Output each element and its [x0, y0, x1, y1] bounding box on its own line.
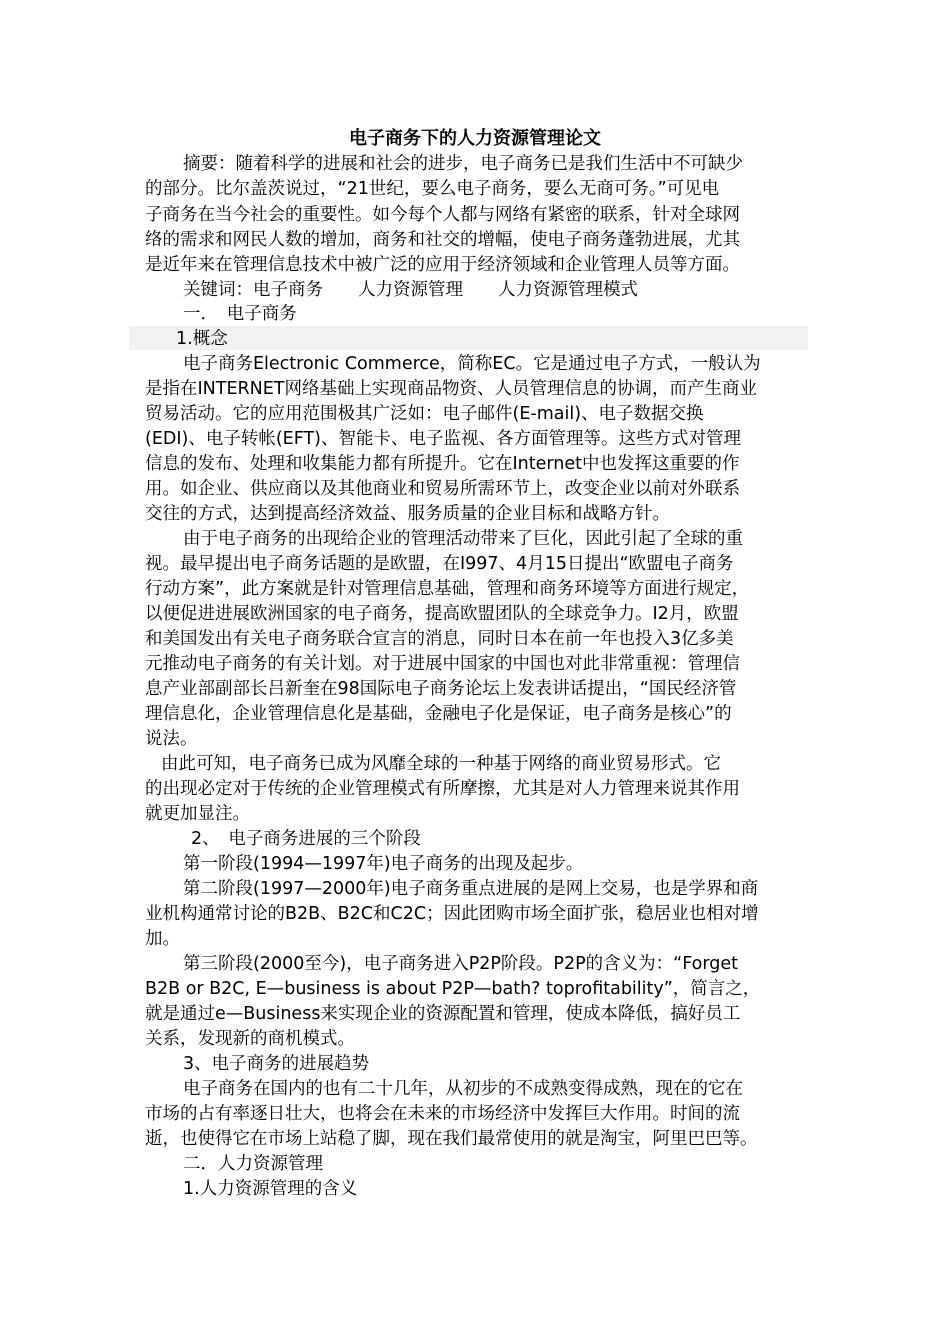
paragraph-line: 元推动电子商务的有关计划。对于进展中国家的中国也对此非常重视：管理信 — [145, 654, 740, 674]
paragraph-line: 关系，发现新的商机模式。 — [145, 1029, 355, 1049]
paragraph-line: 和美国发出有关电子商务联合宣言的消息，同时日本在前一年也投入3亿多美 — [145, 629, 734, 649]
paragraph-line: 息产业部副部长吕新奎在98国际电子商务论坛上发表讲话提出，“国民经济管 — [145, 679, 737, 699]
keywords-line: 关键词：电子商务 人力资源管理 人力资源管理模式 — [183, 280, 638, 300]
paragraph-line: 由于电子商务的出现给企业的管理活动带来了巨化，因此引起了全球的重 — [183, 529, 743, 549]
subsection-heading: 3、电子商务的进展趋势 — [183, 1054, 370, 1074]
paragraph-line: 第一阶段(1994—1997年)电子商务的出现及起步。 — [183, 854, 584, 874]
paragraph-line: 视。最早提出电子商务话题的是欧盟，在I997、4月15日提出“欧盟电子商务 — [145, 554, 734, 574]
abstract-line: 摘要：随着科学的进展和社会的进步，电子商务已是我们生活中不可缺少 — [183, 154, 743, 174]
paragraph-line: 由此可知，电子商务已成为风靡全球的一种基于网络的商业贸易形式。它 — [161, 754, 721, 774]
paragraph-line: 逝，也使得它在市场上站稳了脚，现在我们最常使用的就是淘宝，阿里巴巴等。 — [145, 1129, 758, 1149]
paragraph-line: 交往的方式，达到提高经济效益、服务质量的企业目标和战略方针。 — [145, 504, 670, 524]
paragraph-line: 贸易活动。它的应用范围极其广泛如：电子邮件(E-mail)、电子数据交换 — [145, 404, 704, 424]
paragraph-line: 以便促进进展欧洲国家的电子商务，提高欧盟团队的全球竞争力。I2月，欧盟 — [145, 604, 739, 624]
abstract-line: 的部分。比尔盖茨说过，“21世纪，要么电子商务，要么无商可务。”可见电 — [145, 179, 720, 199]
paragraph-line: 业机构通常讨论的B2B、B2C和C2C；因此团购市场全面扩张，稳居业也相对增 — [145, 904, 759, 924]
paragraph-line: 用。如企业、供应商以及其他商业和贸易所需环节上，改变企业以前对外联系 — [145, 479, 740, 499]
shaded-band — [129, 326, 808, 350]
subsection-heading: 2、 电子商务进展的三个阶段 — [191, 829, 421, 849]
section-heading: 二．人力资源管理 — [183, 1154, 323, 1174]
paragraph-line: 就是通过e—Business来实现企业的资源配置和管理，使成本降低，搞好员工 — [145, 1004, 741, 1024]
section-heading: 一． 电子商务 — [183, 304, 297, 324]
abstract-line: 子商务在当今社会的重要性。如今每个人都与网络有紧密的联系，针对全球网 — [145, 205, 740, 225]
paragraph-line: 信息的发布、处理和收集能力都有所提升。它在Internet中也发挥这重要的作 — [145, 454, 740, 474]
paragraph-line: 电子商务Electronic Commerce，简称EC。它是通过电子方式，一般认为 — [183, 354, 761, 374]
paragraph-line: 说法。 — [145, 729, 198, 749]
subsection-heading: 1.人力资源管理的含义 — [183, 1179, 358, 1199]
paragraph-line: 第二阶段(1997—2000年)电子商务重点进展的是网上交易，也是学界和商 — [183, 879, 759, 899]
abstract-line: 是近年来在管理信息技术中被广泛的应用于经济领域和企业管理人员等方面。 — [145, 255, 740, 275]
paragraph-line: 的出现必定对于传统的企业管理模式有所摩擦，尤其是对人力管理来说其作用 — [145, 779, 740, 799]
subsection-heading: 1.概念 — [176, 329, 228, 349]
paragraph-line: B2B or B2C, E—business is about P2P—bath? toprofitability”，简言之， — [145, 979, 761, 999]
paragraph-line: 电子商务在国内的也有二十几年，从初步的不成熟变得成熟，现在的它在 — [183, 1079, 743, 1099]
paragraph-line: 市场的占有率逐日壮大，也将会在未来的市场经济中发挥巨大作用。时间的流 — [145, 1104, 740, 1124]
paragraph-line: 第三阶段(2000至今)，电子商务进入P2P阶段。P2P的含义为：“Forget — [183, 954, 739, 974]
paragraph-line: (EDI)、电子转帐(EFT)、智能卡、电子监视、各方面管理等。这些方式对管理 — [145, 429, 742, 449]
paragraph-line: 就更加显注。 — [145, 804, 250, 824]
paragraph-line: 行动方案”，此方案就是针对管理信息基础，管理和商务环境等方面进行规定， — [145, 579, 750, 599]
abstract-line: 络的需求和网民人数的增加，商务和社交的增幅，使电子商务蓬勃进展，尤其 — [145, 230, 740, 250]
paragraph-line: 加。 — [145, 929, 180, 949]
document-title: 电子商务下的人力资源管理论文 — [349, 128, 601, 149]
paragraph-line: 是指在INTERNET网络基础上实现商品物资、人员管理信息的协调，而产生商业 — [145, 379, 757, 399]
paragraph-line: 理信息化，企业管理信息化是基础，金融电子化是保证，电子商务是核心”的 — [145, 704, 732, 724]
